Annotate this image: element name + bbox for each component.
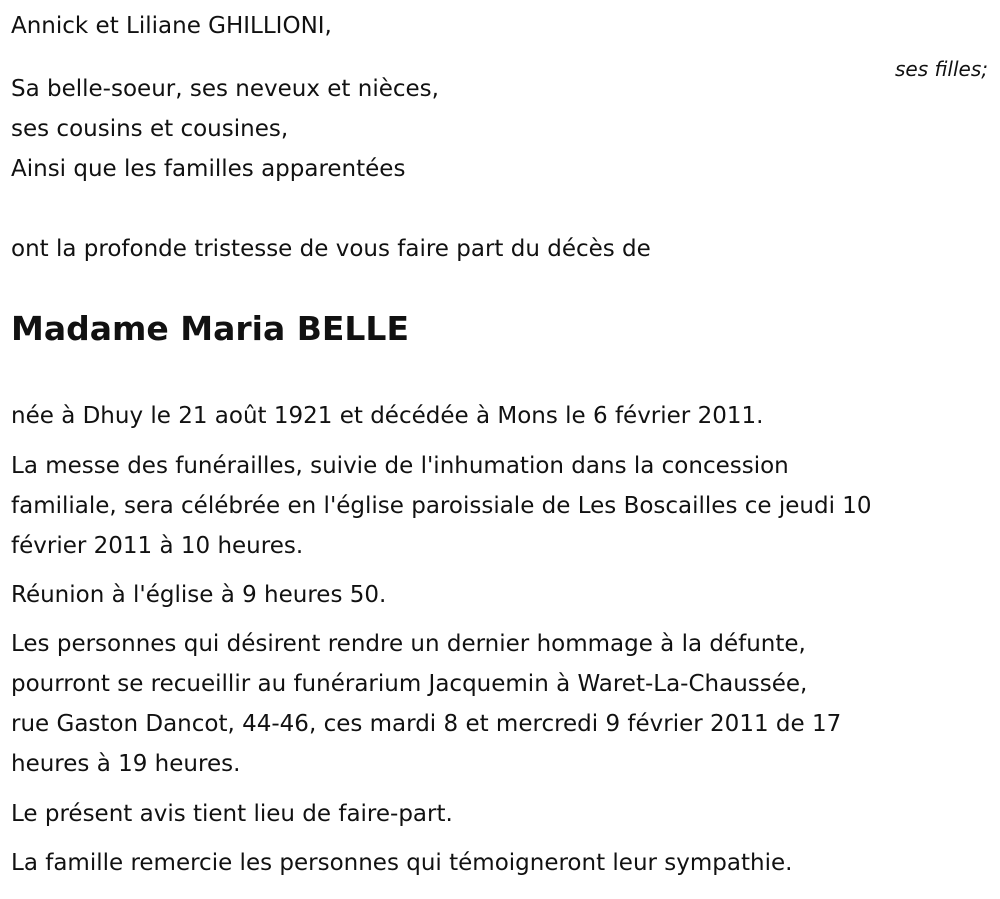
visitation-line-2: pourront se recueillir au funérarium Jacquemin à Waret-La-Chaussée,: [11, 671, 808, 697]
deceased-name: Madame Maria BELLE: [11, 309, 409, 348]
family-line-3: Ainsi que les familles apparentées: [11, 156, 406, 182]
family-line-1: Sa belle-soeur, ses neveux et nièces,: [11, 76, 439, 102]
visitation-line-4: heures à 19 heures.: [11, 751, 241, 777]
visitation-line-1: Les personnes qui désirent rendre un dernier hommage à la défunte,: [11, 631, 806, 657]
thanks-text: La famille remercie les personnes qui témoigneront leur sympathie.: [11, 850, 793, 876]
signatories-role: ses filles;: [895, 57, 988, 81]
visitation-line-3: rue Gaston Dancot, 44-46, ces mardi 8 et mercredi 9 février 2011 de 17: [11, 711, 842, 737]
funeral-line-2: familiale, sera célébrée en l'église paroissiale de Les Boscailles ce jeudi 10: [11, 493, 872, 519]
funeral-paragraph: [11, 446, 996, 566]
funeral-line-3: février 2011 à 10 heures.: [11, 533, 304, 559]
family-line-2: ses cousins et cousines,: [11, 116, 289, 142]
meeting-text: Réunion à l'église à 9 heures 50.: [11, 582, 387, 608]
announcement-text: ont la profonde tristesse de vous faire part du décès de: [11, 236, 651, 262]
signatories-line: Annick et Liliane GHILLIONI,: [11, 13, 332, 39]
funeral-line-1: La messe des funérailles, suivie de l'inhumation dans la concession: [11, 453, 789, 479]
visitation-paragraph: [11, 624, 996, 784]
birth-death-text: née à Dhuy le 21 août 1921 et décédée à Mons le 6 février 2011.: [11, 403, 764, 429]
notice-text: Le présent avis tient lieu de faire-part.: [11, 801, 453, 827]
